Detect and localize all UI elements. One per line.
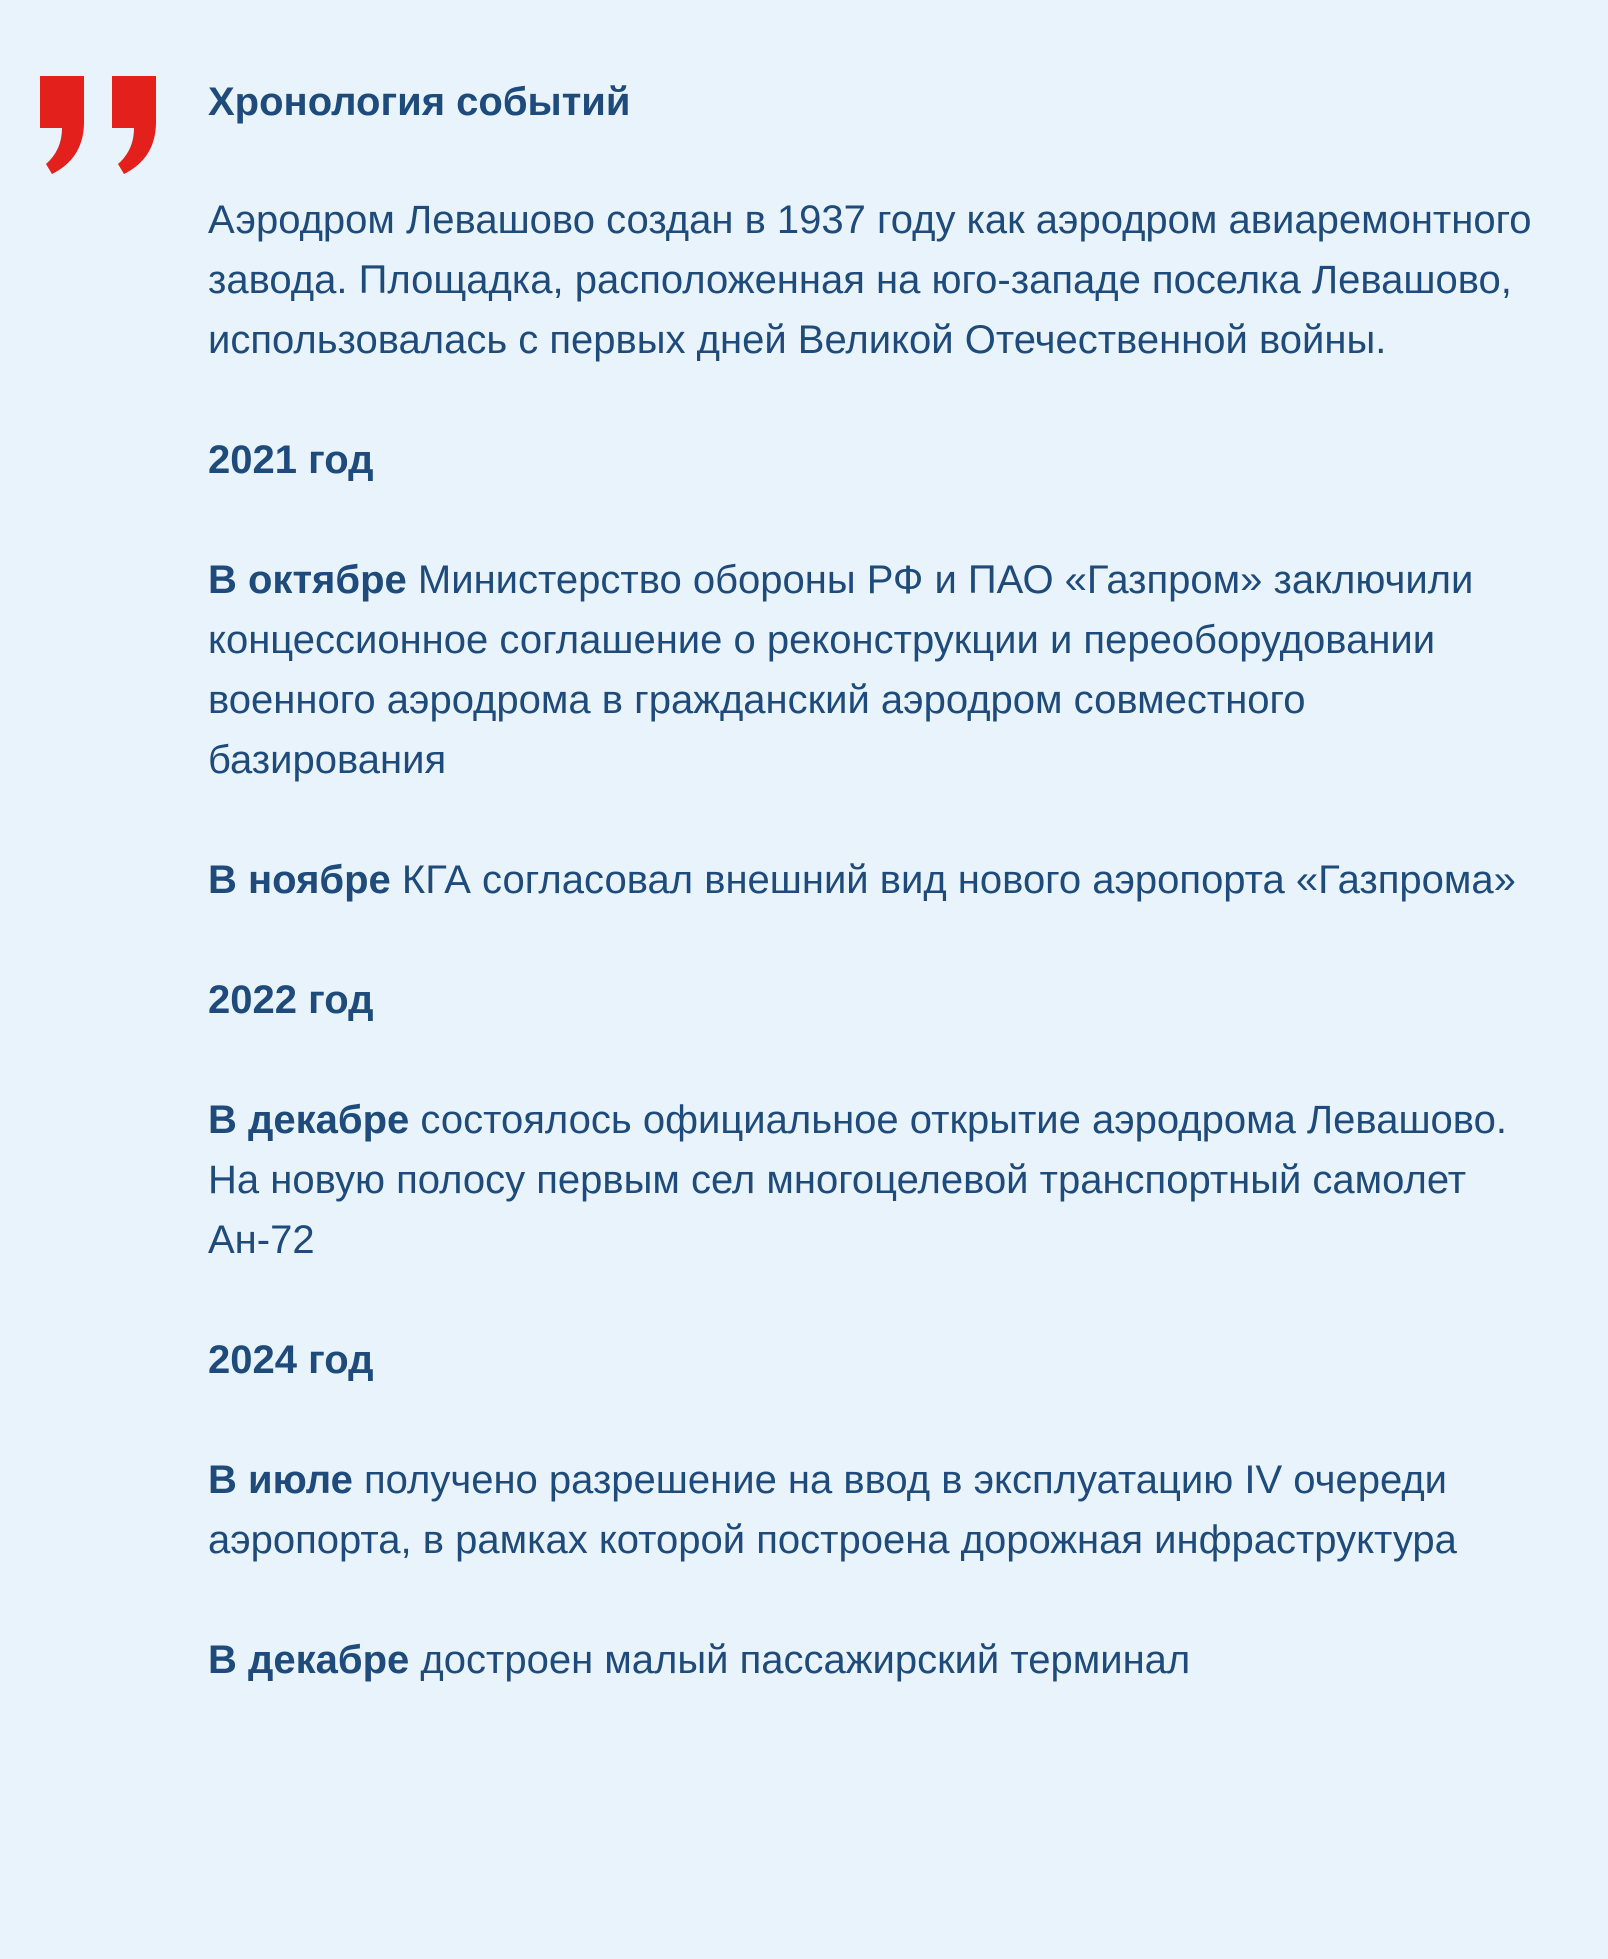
year-heading-2021: 2021 год bbox=[208, 438, 374, 482]
event-month: В декабре bbox=[208, 1638, 410, 1682]
event-month: В октябре bbox=[208, 558, 407, 602]
quote-icon bbox=[40, 76, 162, 174]
event-text: получено разрешение на ввод в эксплуатацию IV очереди аэропорта, в рамках которой построена дорожная инфраструктура bbox=[208, 1458, 1457, 1562]
event-month: В декабре bbox=[208, 1098, 410, 1142]
event-2021-november bbox=[208, 850, 1548, 910]
event-text: состоялось официальное открытие аэродрома Левашово. На новую полосу первым сел многоцелевой транспортный самолет Ан-72 bbox=[208, 1098, 1507, 1262]
timeline-content bbox=[208, 72, 1548, 1750]
event-month: В ноябре bbox=[208, 858, 391, 902]
event-2021-october bbox=[208, 550, 1548, 790]
event-text: Министерство обороны РФ и ПАО «Газпром» заключили концессионное соглашение о реконструкции и переоборудовании военного аэродрома в гражданский аэродром совместного базирования bbox=[208, 558, 1474, 782]
event-month: В июле bbox=[208, 1458, 353, 1502]
event-2022-december bbox=[208, 1090, 1548, 1270]
page-title: Хронология событий bbox=[208, 80, 631, 124]
intro-paragraph: Аэродром Левашово создан в 1937 году как аэродром авиаремонтного завода. Площадка, расположенная на юго-западе поселка Левашово, использовалась с первых дней Великой Отечественной войны. bbox=[208, 198, 1532, 362]
event-2024-december bbox=[208, 1630, 1548, 1690]
year-heading-2024: 2024 год bbox=[208, 1338, 374, 1382]
event-text: КГА согласовал внешний вид нового аэропорта «Газпрома» bbox=[401, 858, 1516, 902]
year-heading-2022: 2022 год bbox=[208, 978, 374, 1022]
event-text: достроен малый пассажирский терминал bbox=[420, 1638, 1191, 1682]
event-2024-july bbox=[208, 1450, 1548, 1570]
